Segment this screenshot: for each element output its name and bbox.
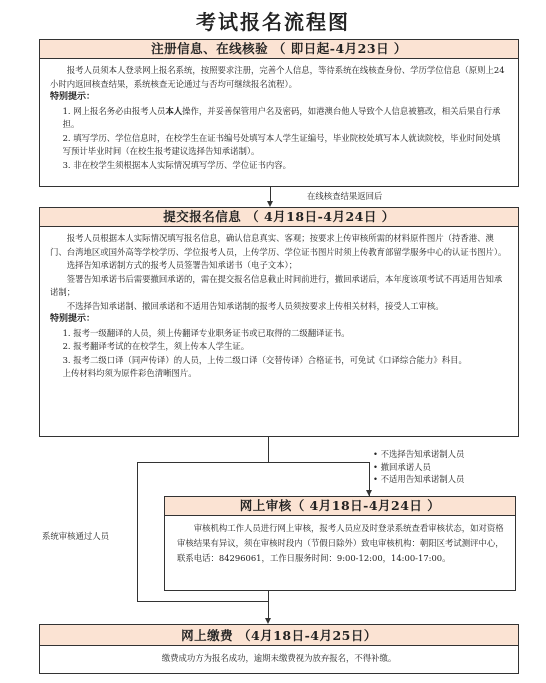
step-payment-header: 网上缴费 （4月18日-4月25日） — [40, 624, 518, 646]
step-register-box — [39, 39, 519, 187]
step-register-tip-3: 3. 非在校学生须根据本人实际情况填写学历、学位证书内容。 — [62, 159, 291, 170]
step-submit-p1: 报考人员根据本人实际情况填写报名信息，确认信息真实、客观；按要求上传审核所需的材料原件图片（持香港、澳门、台湾地区或国外高等学校学历、学位报考人员，上传学历、学位证书图片时须上传教育部留学服务中心的认证书图片）。 — [50, 233, 507, 257]
step-submit-p3: 签署告知承诺书后需要撤回承诺的，需在提交报名信息截止时间前进行，撤回承诺后，本年度该项考试不再适用告知承诺制； — [50, 273, 503, 297]
tip-1-text-c: 操作，并妥善保管用户名及密码，如港澳台他人导致个人信息被篡改，相关后果自行承担。 — [62, 105, 501, 129]
tip-1-text-a: 1. 网上报名务必由报考人员 — [62, 105, 166, 116]
step-submit-header: 提交报名信息 （ 4月18日-4月24日 ） — [40, 208, 518, 227]
step-submit-tip-1: 1. 报考一级翻译的人员，须上传翻译专业职务证书或已取得的二级翻译证书。 — [62, 327, 350, 338]
step-submit-p4: 不选择告知承诺制、撤回承诺和不适用告知承诺制的报考人员须按要求上传相关材料，接受人工审核。 — [66, 300, 444, 311]
branch-top-line — [137, 462, 369, 463]
step-submit-tip-3: 3. 报考二级口译（同声传译）的人员，上传二级口译（交替传译）合格证书，可免试《口译综合能力》科目。 — [62, 354, 467, 365]
step-review-text: 审核机构工作人员进行网上审核，报考人员应及时登录系统查看审核状态，如对资格审核结果有异议，须在审核时段内（节假日除外）致电审核机构：朝阳区考试测评中心，联系电话：84296061，工作日服务时间：9:00-12:00，14:00-17:00。 — [177, 523, 504, 563]
step-register-tips-label: 特别提示： — [50, 92, 96, 102]
step-submit-box — [39, 207, 519, 437]
left-branch-line-horizontal — [137, 601, 268, 602]
step-register-header: 注册信息、在线核验 （ 即日起-4月23日 ） — [40, 40, 518, 59]
branch-item-1: • 不选择告知承诺制人员 — [373, 448, 464, 461]
step-payment-text: 缴费成功方为报名成功，逾期未缴费视为放弃报名，不得补缴。 — [161, 653, 397, 663]
step-review-header: 网上审核（ 4月18日-4月24日 ） — [165, 497, 515, 516]
branch-item-2: • 撤回承诺人员 — [373, 461, 464, 474]
step-register-tip-2: 2. 填写学历、学位信息时，在校学生在证书编号处填写本人学生证编号，毕业院校处填写本人就读院校，毕业时间处填写预计毕业时间（在校生报考建议选择告知承诺制）。 — [62, 132, 501, 156]
system-approved-label: 系统审核通过人员 — [42, 531, 109, 541]
review-to-pay-line — [268, 591, 269, 621]
tip-1-emphasis: 本人 — [165, 105, 183, 116]
manual-review-branch-list — [373, 448, 464, 486]
step-submit-tips-label: 特别提示： — [50, 314, 96, 324]
step-register-tip-1 — [50, 105, 508, 132]
step-payment-box — [39, 624, 519, 674]
step-submit-tip-4: 上传材料均须为原件彩色清晰图片。 — [62, 368, 197, 378]
left-branch-line-vertical — [137, 462, 138, 602]
page-title: 考试报名流程图 — [196, 10, 350, 34]
step-review-box — [164, 496, 516, 591]
step-submit-tip-2: 2. 报考翻译考试的在校学生，须上传本人学生证。 — [62, 341, 250, 351]
branch-item-3: • 不适用告知承诺制人员 — [373, 473, 464, 486]
step-submit-p2: 选择告知承诺制方式的报考人员签署告知承诺书（电子文本）； — [66, 260, 298, 270]
step-register-intro: 报考人员须本人登录网上报名系统，按照要求注册，完善个人信息，等待系统在线核查身份、学历学位信息（原则上24小时内返回核查结果，系统核查无论通过与否均可继续报名流程）。 — [50, 65, 505, 89]
connector-1-label: 在线核查结果返回后 — [307, 191, 383, 201]
stem-line — [268, 437, 269, 463]
